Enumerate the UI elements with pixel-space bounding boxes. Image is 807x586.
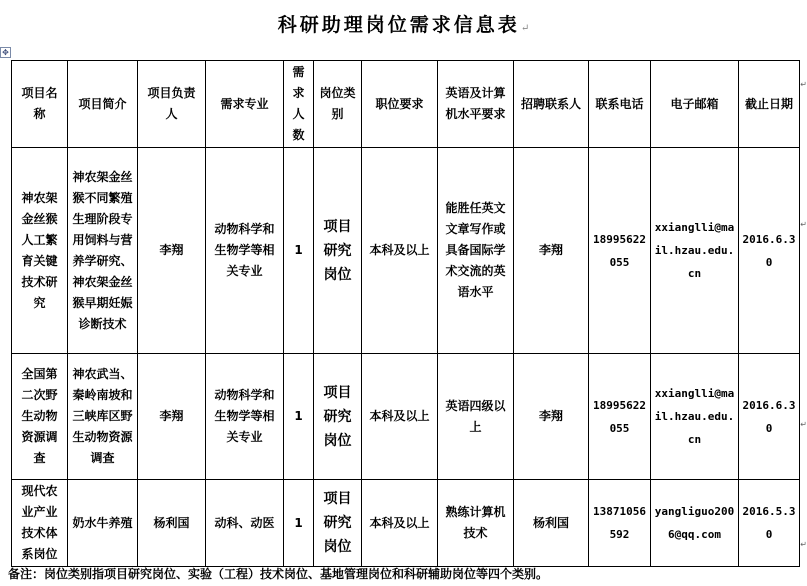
cell-email: yangliguo2006@qq.com bbox=[651, 480, 739, 567]
cell-project-leader: 李翔 bbox=[138, 148, 206, 354]
cell-project-name: 现代农业产业技术体系岗位 bbox=[12, 480, 68, 567]
header-cell-post-category: 岗位类别 bbox=[314, 61, 362, 148]
document-title-text: 科研助理岗位需求信息表 bbox=[277, 14, 520, 36]
cell-recruiter: 李翔 bbox=[514, 148, 589, 354]
header-cell-project-name: 项目名称 bbox=[12, 61, 68, 148]
cell-project-intro: 奶水牛养殖 bbox=[68, 480, 138, 567]
cell-headcount: 1 bbox=[284, 354, 314, 480]
cell-job-requirement: 本科及以上 bbox=[362, 480, 438, 567]
cell-project-leader: 李翔 bbox=[138, 354, 206, 480]
table-header-row bbox=[12, 61, 800, 148]
cell-email: xxianglli@mail.hzau.edu.cn bbox=[651, 354, 739, 480]
row-end-marker: ↵ bbox=[800, 540, 807, 549]
row-end-marker: ↵ bbox=[800, 80, 807, 89]
footnote: 备注：岗位类别指项目研究岗位、实验（工程）技术岗位、基地管理岗位和科研辅助岗位等四个类别。 bbox=[8, 567, 549, 581]
cell-headcount: 1 bbox=[284, 148, 314, 354]
header-cell-project-intro: 项目简介 bbox=[68, 61, 138, 148]
cell-required-major: 动物科学和生物学等相关专业 bbox=[206, 148, 284, 354]
table-row bbox=[12, 480, 800, 567]
table-row bbox=[12, 354, 800, 480]
header-cell-project-leader: 项目负责人 bbox=[138, 61, 206, 148]
cell-post-category: 项目研究岗位 bbox=[314, 480, 362, 567]
cell-language-skills: 英语四级以上 bbox=[438, 354, 514, 480]
cell-project-name: 神农架金丝猴人工繁育关键技术研究 bbox=[12, 148, 68, 354]
cell-required-major: 动物科学和生物学等相关专业 bbox=[206, 354, 284, 480]
table-row bbox=[12, 148, 800, 354]
cell-language-skills: 能胜任英文文章写作或具备国际学术交流的英语水平 bbox=[438, 148, 514, 354]
row-end-markers bbox=[801, 60, 807, 565]
cell-project-intro: 神农架金丝猴不同繁殖生理阶段专用饲料与营养学研究、神农架金丝猴早期妊娠诊断技术 bbox=[68, 148, 138, 354]
document-title bbox=[0, 10, 807, 37]
header-cell-deadline: 截止日期 bbox=[739, 61, 800, 148]
cell-deadline: 2016.6.30 bbox=[739, 354, 800, 480]
header-cell-headcount: 需求人数 bbox=[284, 61, 314, 148]
cell-job-requirement: 本科及以上 bbox=[362, 148, 438, 354]
header-cell-phone: 联系电话 bbox=[589, 61, 651, 148]
cell-project-intro: 神农武当、秦岭南坡和三峡库区野生动物资源调查 bbox=[68, 354, 138, 480]
cell-phone: 13871056592 bbox=[589, 480, 651, 567]
header-cell-required-major: 需求专业 bbox=[206, 61, 284, 148]
recruitment-table bbox=[11, 60, 800, 567]
cell-headcount: 1 bbox=[284, 480, 314, 567]
header-cell-recruiter: 招聘联系人 bbox=[514, 61, 589, 148]
header-cell-language-skills: 英语及计算机水平要求 bbox=[438, 61, 514, 148]
row-end-marker: ↵ bbox=[800, 420, 807, 429]
cell-recruiter: 杨利国 bbox=[514, 480, 589, 567]
cell-post-category: 项目研究岗位 bbox=[314, 354, 362, 480]
cell-phone: 18995622055 bbox=[589, 148, 651, 354]
cell-language-skills: 熟练计算机技术 bbox=[438, 480, 514, 567]
row-end-marker: ↵ bbox=[800, 220, 807, 229]
cell-recruiter: 李翔 bbox=[514, 354, 589, 480]
header-cell-email: 电子邮箱 bbox=[651, 61, 739, 148]
cell-required-major: 动科、动医 bbox=[206, 480, 284, 567]
cell-project-name: 全国第二次野生动物资源调查 bbox=[12, 354, 68, 480]
header-cell-job-requirement: 职位要求 bbox=[362, 61, 438, 148]
cell-deadline: 2016.6.30 bbox=[739, 148, 800, 354]
paragraph-mark: ↵ bbox=[520, 23, 530, 34]
cell-email: xxianglli@mail.hzau.edu.cn bbox=[651, 148, 739, 354]
cell-project-leader: 杨利国 bbox=[138, 480, 206, 567]
table-move-handle-icon[interactable]: ✥ bbox=[0, 47, 11, 58]
cell-job-requirement: 本科及以上 bbox=[362, 354, 438, 480]
cell-phone: 18995622055 bbox=[589, 354, 651, 480]
cell-post-category: 项目研究岗位 bbox=[314, 148, 362, 354]
cell-deadline: 2016.5.30 bbox=[739, 480, 800, 567]
